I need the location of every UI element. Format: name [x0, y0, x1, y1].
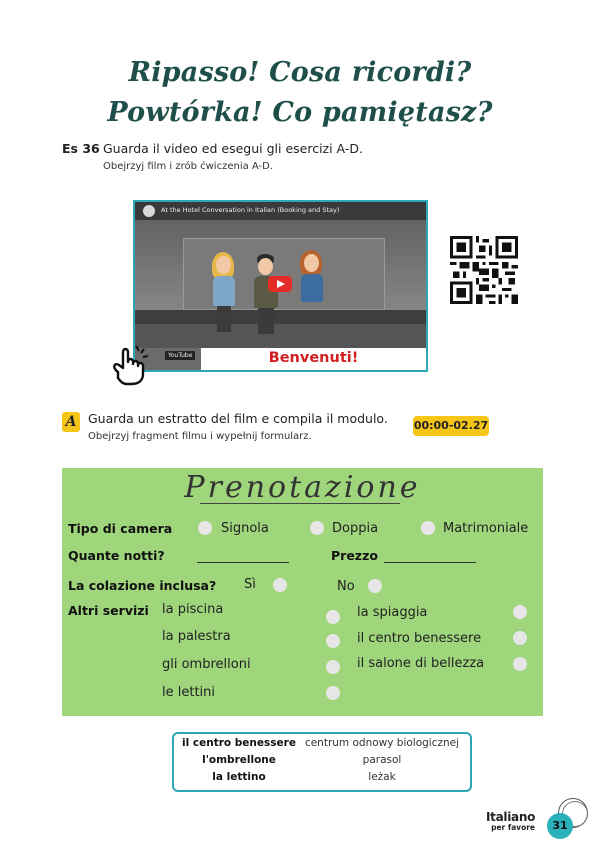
price-input[interactable]: [384, 562, 476, 563]
title-polish: Powtórka! Co pamiętasz?: [107, 97, 493, 128]
video-player[interactable]: [133, 200, 428, 372]
form-title: Prenotazione: [184, 470, 421, 505]
checkbox-service-umbrellas[interactable]: [326, 660, 340, 674]
glossary-term-pl: leżak: [368, 771, 396, 783]
glossary-term-it: l'ombrellone: [202, 754, 276, 766]
nights-label: Quante notti?: [68, 548, 165, 563]
glossary-term-pl: centrum odnowy biologicznej: [304, 737, 460, 749]
exercise-label: Es 36: [62, 141, 100, 156]
radio-room-double[interactable]: [310, 521, 324, 535]
video-banner: [201, 348, 426, 370]
service-gym: la palestra: [162, 629, 231, 644]
breakfast-no-label: No: [337, 579, 355, 594]
task-a-instruction-it: Guarda un estratto del film e compila il modulo.: [88, 411, 388, 426]
service-beach: la spiaggia: [357, 605, 428, 620]
radio-room-single[interactable]: [198, 521, 212, 535]
publisher-logo: [486, 811, 535, 832]
logo-line2: per favore: [491, 823, 536, 832]
time-range-badge: 00:00-02.27: [413, 416, 489, 436]
form-title-underline: [200, 503, 400, 504]
room-option-matrimonial: Matrimoniale: [443, 521, 529, 536]
youtube-logo: YouTube: [165, 351, 195, 360]
task-a-instruction-pl: Obejrzyj fragment filmu i wypełnij formularz.: [88, 431, 312, 442]
exercise-instruction-pl: Obejrzyj film i zrób ćwiczenia A-D.: [103, 161, 274, 172]
radio-breakfast-no[interactable]: [368, 579, 382, 593]
glossary-term-pl: parasol: [362, 754, 402, 766]
logo-line1: Italiano: [486, 810, 536, 824]
checkbox-service-wellness[interactable]: [513, 631, 527, 645]
breakfast-label: La colazione inclusa?: [68, 578, 217, 593]
hand-pointer-icon: [108, 342, 156, 386]
service-pool: la piscina: [162, 602, 224, 617]
video-title: At the Hotel Conversation in Italian (Booking and Stay): [161, 206, 340, 214]
room-option-single: Signola: [221, 521, 269, 536]
channel-avatar: [143, 205, 155, 217]
banner-text: Benvenuti!: [268, 350, 359, 366]
service-beauty-salon: il salone di bellezza: [357, 656, 485, 671]
room-option-double: Doppia: [332, 521, 379, 536]
checkbox-service-beach[interactable]: [513, 605, 527, 619]
checkbox-service-pool[interactable]: [326, 610, 340, 624]
title-italian: Ripasso! Cosa ricordi?: [128, 57, 472, 88]
service-umbrellas: gli ombrelloni: [162, 657, 251, 672]
glossary-term-it: il centro benessere: [182, 737, 296, 749]
service-sunbeds: le lettini: [162, 685, 216, 700]
play-button-icon[interactable]: [268, 276, 292, 292]
exercise-instruction-it: Guarda il video ed esegui gli esercizi A-D.: [103, 141, 363, 156]
checkbox-service-gym[interactable]: [326, 634, 340, 648]
services-label: Altri servizi: [68, 603, 149, 618]
price-label: Prezzo: [331, 548, 378, 563]
checkbox-service-sunbeds[interactable]: [326, 686, 340, 700]
checkbox-service-beauty-salon[interactable]: [513, 657, 527, 671]
page-number: 31: [547, 813, 573, 839]
nights-input[interactable]: [197, 562, 289, 563]
room-type-label: Tipo di camera: [68, 521, 173, 536]
qr-code-icon[interactable]: [450, 236, 518, 304]
service-wellness: il centro benessere: [357, 631, 482, 646]
task-a-badge: A: [62, 412, 80, 432]
glossary-term-it: la lettino: [212, 771, 266, 783]
radio-room-matrimonial[interactable]: [421, 521, 435, 535]
radio-breakfast-yes[interactable]: [273, 578, 287, 592]
breakfast-yes-label: Sì: [244, 577, 256, 592]
